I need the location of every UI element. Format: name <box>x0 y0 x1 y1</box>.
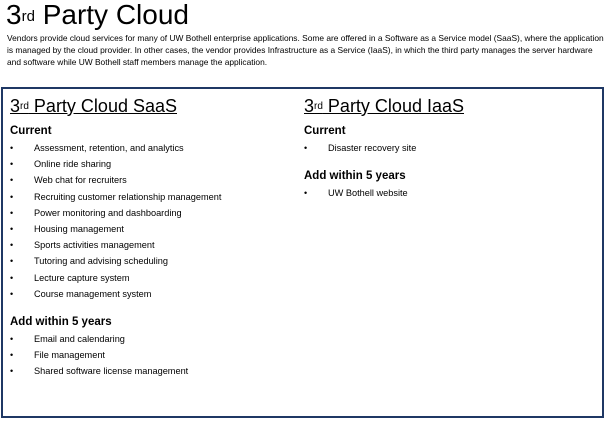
list-item <box>10 156 300 172</box>
page-title-number: 3 <box>6 0 22 30</box>
bullet-icon: • <box>10 224 14 235</box>
saas-current-heading: Current <box>10 125 52 137</box>
list-item <box>10 347 300 363</box>
saas-future-list <box>10 331 300 380</box>
saas-title-ordinal: rd <box>20 101 29 112</box>
page-title-ordinal: rd <box>21 8 35 25</box>
bullet-icon: • <box>10 207 14 218</box>
list-item-text: File management <box>34 350 105 361</box>
list-item-text: Sports activities management <box>34 240 155 251</box>
list-item <box>10 363 300 379</box>
iaas-title-ordinal: rd <box>314 101 323 112</box>
content-frame <box>1 87 604 418</box>
saas-title-number: 3 <box>10 96 21 116</box>
list-item <box>10 286 300 302</box>
saas-title-text: Party Cloud SaaS <box>28 96 177 116</box>
iaas-current-heading: Current <box>304 125 346 137</box>
list-item-text: Housing management <box>34 224 124 235</box>
bullet-icon: • <box>10 256 14 267</box>
list-item <box>10 331 300 347</box>
list-item-text: UW Bothell website <box>328 188 408 199</box>
list-item-text: Web chat for recruiters <box>34 175 127 186</box>
list-item <box>10 221 300 237</box>
list-item <box>304 185 600 201</box>
saas-title <box>10 94 300 118</box>
iaas-title <box>304 94 600 118</box>
bullet-icon: • <box>10 334 14 345</box>
list-item <box>304 140 600 156</box>
page-title-text: Party Cloud <box>34 0 189 30</box>
list-item-text: Email and calendaring <box>34 334 125 345</box>
list-item-text: Online ride sharing <box>34 159 112 170</box>
list-item <box>10 205 300 221</box>
bullet-icon: • <box>10 143 14 153</box>
list-item <box>10 237 300 253</box>
page-title <box>6 0 189 32</box>
list-item-text: Tutoring and advising scheduling <box>34 256 168 267</box>
bullet-icon: • <box>10 159 14 170</box>
list-item <box>10 270 300 286</box>
list-item <box>10 189 300 205</box>
saas-future-heading: Add within 5 years <box>10 316 112 329</box>
bullet-icon: • <box>10 350 14 361</box>
iaas-title-text: Party Cloud IaaS <box>322 96 464 116</box>
list-item-text: Course management system <box>34 288 152 299</box>
intro-paragraph: Vendors provide cloud services for many of UW Bothell enterprise applications. Some are offered in a Software as a Service model (SaaS), where the application is managed by the cloud provider. In other cases, the vendor provides Infrastructure as a Service (IaaS), in which the third party manages the server hardware and software while UW Bothell staff members manage the application. <box>7 33 604 67</box>
iaas-title-number: 3 <box>304 96 315 116</box>
list-item-text: Assessment, retention, and analytics <box>34 143 184 153</box>
bullet-icon: • <box>10 240 14 251</box>
iaas-future-list <box>304 185 600 201</box>
iaas-column <box>304 94 600 201</box>
bullet-icon: • <box>10 175 14 186</box>
list-item-text: Shared software license management <box>34 366 189 377</box>
bullet-icon: • <box>10 366 14 377</box>
bullet-icon: • <box>10 288 14 299</box>
bullet-icon: • <box>304 143 308 153</box>
list-item-text: Disaster recovery site <box>328 143 417 153</box>
bullet-icon: • <box>10 191 14 202</box>
iaas-future-heading: Add within 5 years <box>304 170 406 183</box>
saas-column <box>10 94 300 380</box>
list-item <box>10 140 300 156</box>
list-item-text: Lecture capture system <box>34 272 130 283</box>
saas-current-list <box>10 140 300 302</box>
list-item-text: Power monitoring and dashboarding <box>34 207 182 218</box>
bullet-icon: • <box>10 272 14 283</box>
iaas-current-list <box>304 140 600 156</box>
list-item <box>10 172 300 188</box>
bullet-icon: • <box>304 188 308 199</box>
list-item-text: Recruiting customer relationship management <box>34 191 222 202</box>
list-item <box>10 253 300 269</box>
